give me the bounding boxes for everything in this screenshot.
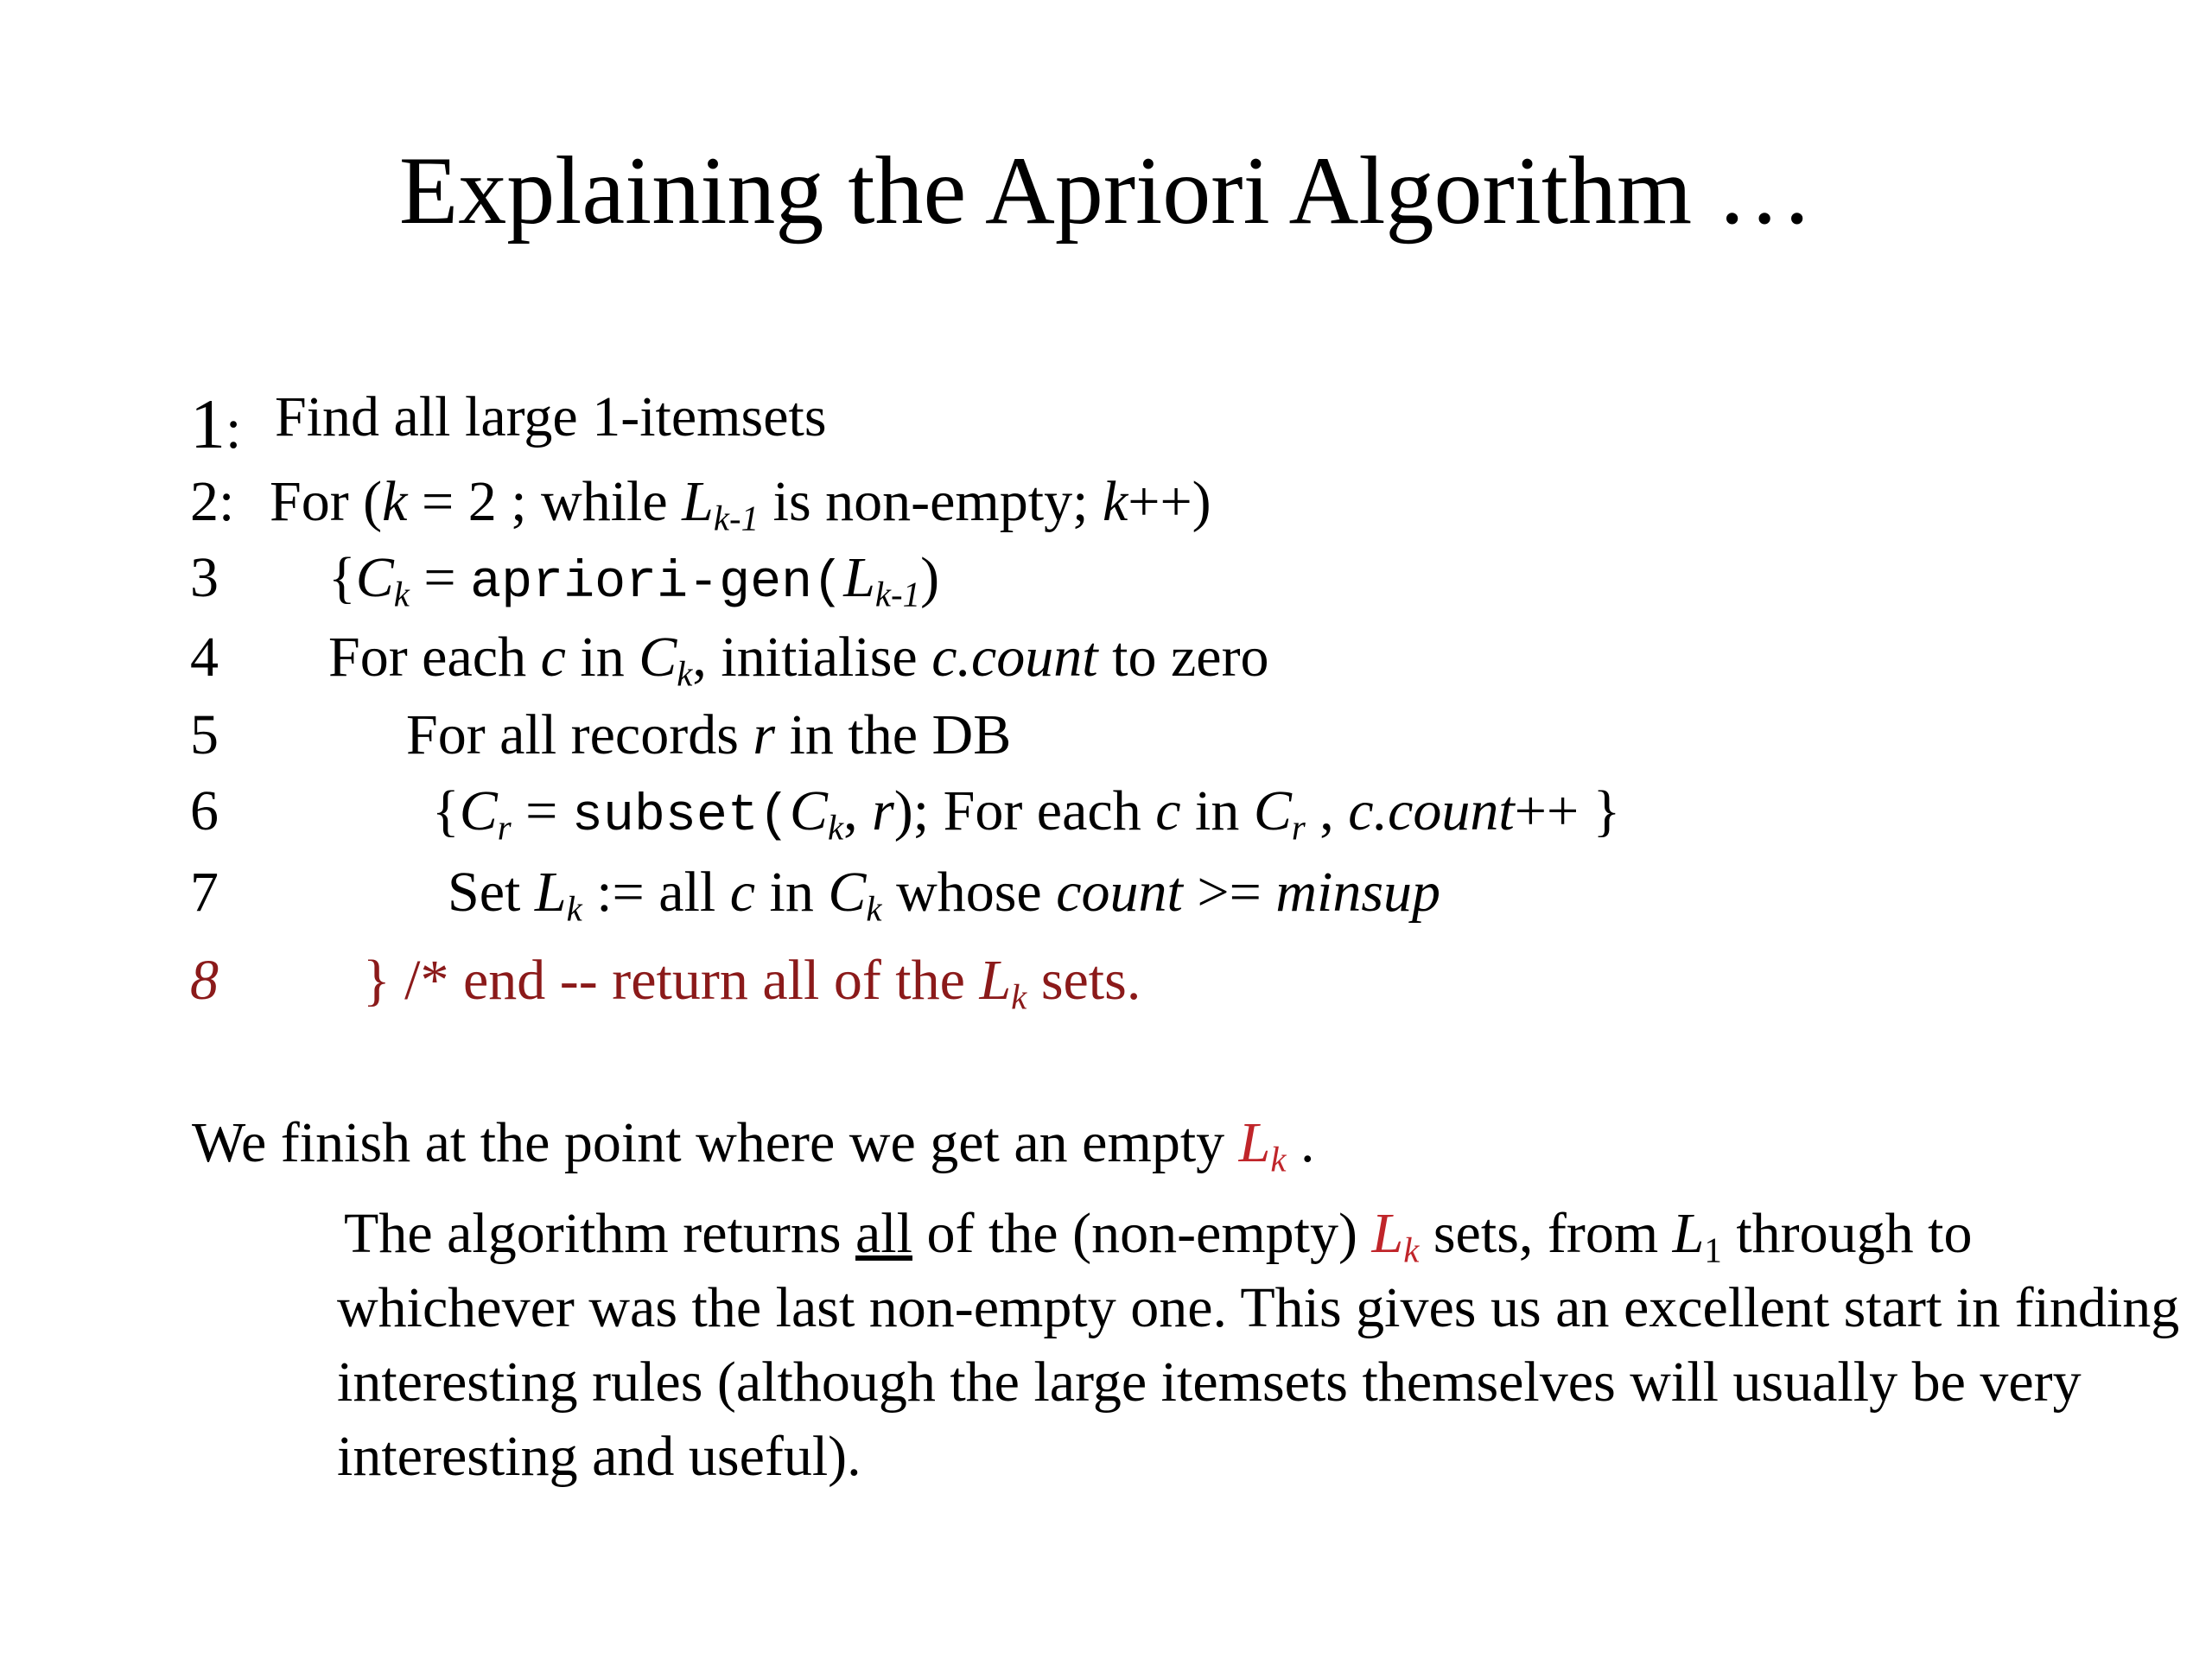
step-text: Find all large 1-itemsets bbox=[275, 385, 827, 448]
step-number: 1: bbox=[190, 385, 242, 463]
slide-title: Explaining the Apriori Algorithm … bbox=[398, 137, 1814, 245]
step-text: {$C_r$ = $subset(C_k$, r); For each c in $C_r$ , c.count++ } bbox=[432, 779, 1621, 848]
step-number: 6 bbox=[190, 779, 219, 842]
step-text: For (k = 2 ; while $L_{k-1}$ is non-empty; k++) bbox=[270, 470, 1211, 538]
step-text: For all records r in the DB bbox=[406, 703, 1012, 766]
step-number: 8 bbox=[190, 949, 219, 1012]
step-text: For each c in $C_k$, initialise c.count to zero bbox=[328, 626, 1269, 694]
step-number: 5 bbox=[190, 703, 219, 766]
step-number: 2: bbox=[190, 470, 235, 533]
step-text: } /* end -- return all of the $L_k$ sets. bbox=[363, 949, 1141, 1017]
step-number: 3 bbox=[190, 546, 219, 609]
explanation-paragraph: The algorithm returns all of the (non-empty) $L_k$ sets, from $L_1$ through to whichever was the last non-empty one. This gives us an excellent start in finding interesting rules (although the large itemsets themselves will usually be very interesting and useful). bbox=[337, 1202, 2180, 1488]
step-number: 4 bbox=[190, 626, 219, 689]
finish-sentence: We finish at the point where we get an empty $L_k$ . bbox=[192, 1111, 1315, 1179]
step-text: {$C_k$ = apriori-$gen(L_{k-1})$ bbox=[328, 546, 940, 614]
step-number: 7 bbox=[190, 861, 219, 924]
step-text: Set $L_k$ := all c in $C_k$ whose count >= minsup bbox=[448, 861, 1441, 929]
